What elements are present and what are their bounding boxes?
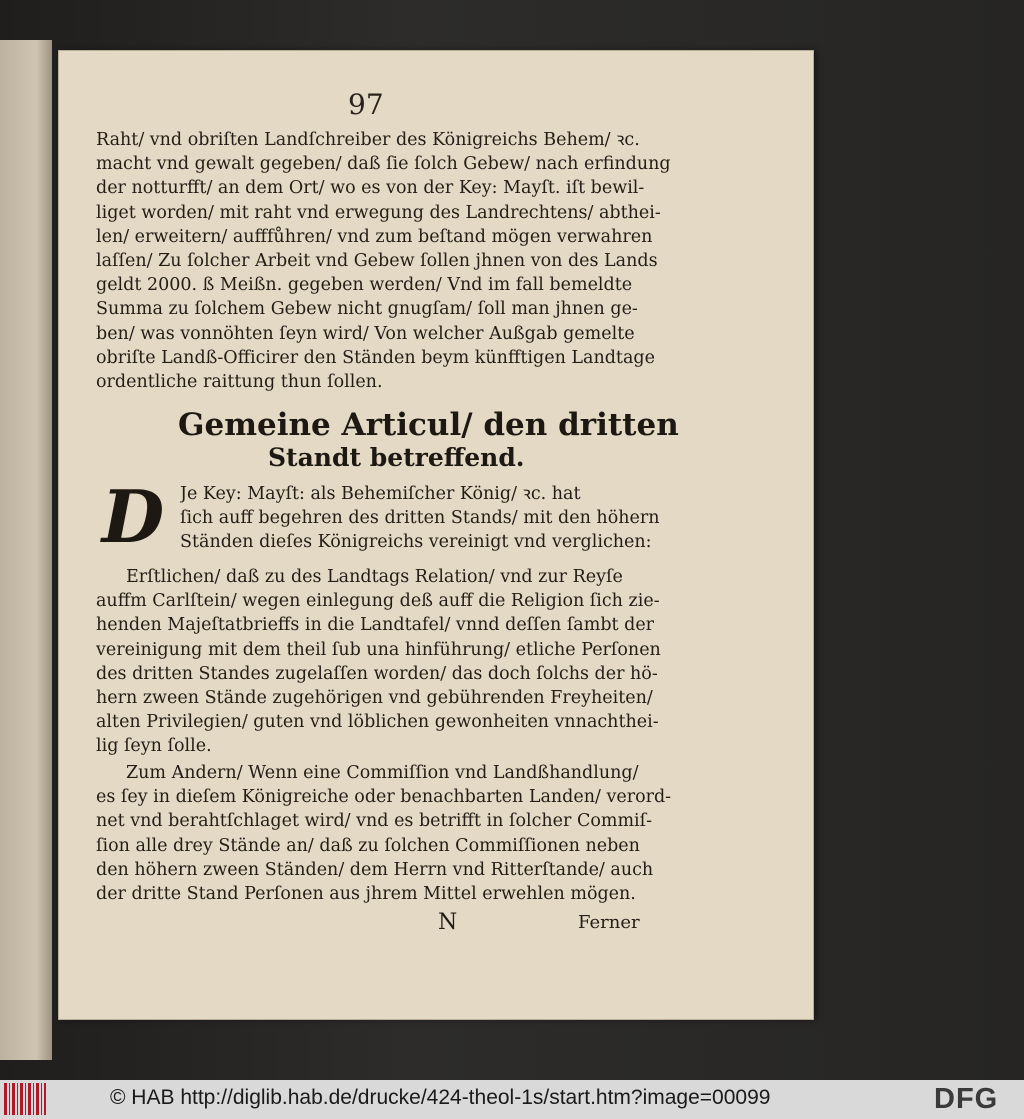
barcode-icon xyxy=(4,1083,46,1115)
text-line: ben/ was vonnöhten ſeyn wird/ Von welcher Außgab gemelte xyxy=(96,323,635,344)
text-line: len/ erweitern/ aufffůhren/ vnd zum beſtand mögen verwahren xyxy=(96,226,653,247)
text-line: henden Majeſtatbrieffs in die Landtafel/ vnnd deſſen ſambt der xyxy=(96,615,655,636)
text-line: ſich auff begehren des dritten Stands/ mit den höhern xyxy=(180,508,660,529)
text-line: geldt 2000. ß Meißn. gegeben werden/ Vnd im fall bemeldte xyxy=(96,275,633,296)
text-line: liget worden/ mit raht vnd erwegung des Landrechtens/ abthei- xyxy=(96,202,661,223)
text-line: macht vnd gewalt gegeben/ daß ſie ſolch Gebew/ nach erfindung xyxy=(96,154,671,175)
decorated-initial: D xyxy=(101,474,165,559)
text-line: hern zween Stände zugehörigen vnd gebührenden Freyheiten/ xyxy=(96,688,653,709)
text-line: Erſtlichen/ daß zu des Landtags Relation/ vnd zur Reyſe xyxy=(126,567,623,587)
text-line: auffm Carlſtein/ wegen einlegung deß auff die Religion ſich zie- xyxy=(96,591,660,612)
signature-mark: N xyxy=(438,910,458,935)
text-line: es ſey in dieſem Königreiche oder benachbarten Landen/ verord- xyxy=(96,787,672,808)
previous-page-edge xyxy=(0,40,52,1060)
text-line: net vnd berahtſchlaget wird/ vnd es betrifft in ſolcher Commiſ- xyxy=(96,811,653,832)
text-line: den höhern zween Ständen/ dem Herrn vnd Ritterſtande/ auch xyxy=(96,859,654,880)
source-url[interactable]: © HAB http://diglib.hab.de/drucke/424-theol-1s/start.htm?image=00099 xyxy=(110,1086,771,1109)
text-line: obriſte Landß-Officirer den Ständen beym künfftigen Landtage xyxy=(96,347,655,368)
catchword: Ferner xyxy=(578,912,640,933)
scanned-page xyxy=(58,50,814,1020)
text-line: Raht/ vnd obriſten Landſchreiber des Königreichs Behem/ ꝛc. xyxy=(96,130,640,150)
paragraph-3 xyxy=(96,761,696,906)
text-line: des dritten Standes zugelaſſen worden/ das doch ſolchs der hö- xyxy=(96,663,658,684)
text-line: lig ſeyn ſolle. xyxy=(96,736,212,757)
section-heading: Gemeine Articul/ den dritten xyxy=(178,407,679,443)
text-line: vereinigung mit dem theil ſub una hinführung/ etliche Perſonen xyxy=(96,639,661,660)
text-line: der dritte Stand Perſonen aus jhrem Mittel erwehlen mögen. xyxy=(96,884,636,905)
footer-bar xyxy=(0,1080,1024,1119)
text-line: ſion alle drey Stände an/ daß zu ſolchen Commiſſionen neben xyxy=(96,835,640,856)
text-line: ordentliche raittung thun ſollen. xyxy=(96,372,383,393)
dfg-logo: DFG xyxy=(934,1083,999,1115)
page-number: 97 xyxy=(348,88,384,121)
text-line: der notturfft/ an dem Ort/ wo es von der Key: Mayſt. iſt bewil- xyxy=(96,178,645,199)
paragraph-2 xyxy=(96,565,696,759)
text-line: Summa zu ſolchem Gebew nicht gnugſam/ ſoll man jhnen ge- xyxy=(96,299,638,320)
text-line: alten Privilegien/ guten vnd löblichen gewonheiten vnnachthei- xyxy=(96,712,659,733)
text-line: laſſen/ Zu ſolcher Arbeit vnd Gebew ſollen jhnen von des Lands xyxy=(96,251,658,272)
section-subheading: Standt betreffend. xyxy=(268,443,525,472)
paragraph-1 xyxy=(96,128,696,394)
text-line: Je Key: Mayſt: als Behemiſcher König/ ꝛc. hat xyxy=(180,484,581,504)
paragraph-2-intro xyxy=(180,482,700,555)
text-line: Zum Andern/ Wenn eine Commiſſion vnd Landßhandlung/ xyxy=(126,763,639,783)
text-line: Ständen dieſes Königreichs vereinigt vnd verglichen: xyxy=(180,532,652,553)
